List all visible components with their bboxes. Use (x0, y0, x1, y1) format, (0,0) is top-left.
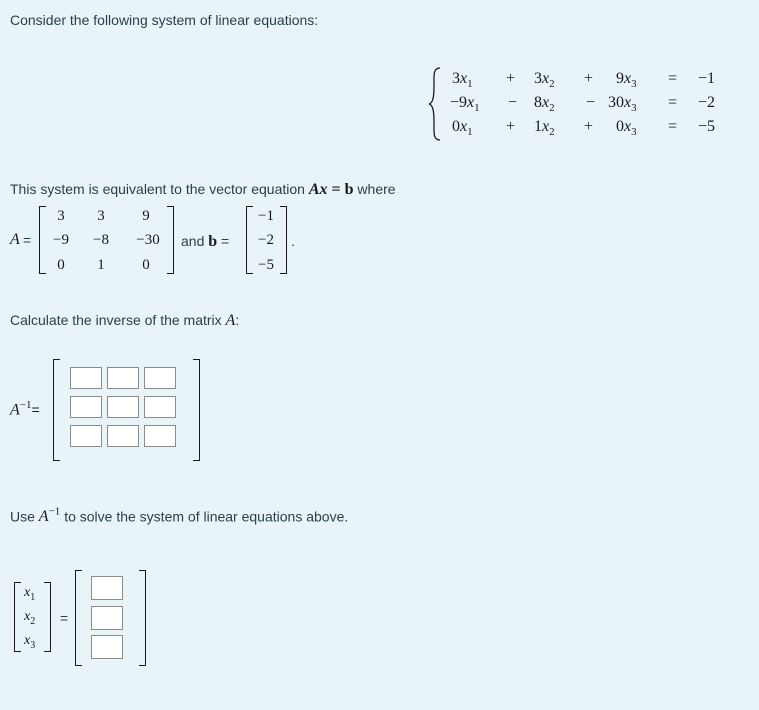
left-brace-icon (428, 67, 442, 141)
coef-r1-c1: $3x_1$ (452, 70, 473, 91)
solution-right-bracket (139, 570, 146, 666)
op-r3-2: + (584, 118, 594, 135)
inverse-input-r3-c2[interactable] (107, 425, 139, 447)
var-x3: $x_3$ (24, 633, 36, 651)
inverse-input-r1-c3[interactable] (144, 367, 176, 389)
b-r1: −1 (258, 208, 274, 224)
matrix-a-label: A (10, 231, 20, 248)
coef-r1-c2: $3x_2$ (534, 70, 555, 91)
a-r3-c2: 1 (97, 257, 105, 273)
solve-prompt: Use $A^{-1}$ to solve the system of linear equations above. (10, 506, 349, 526)
equivalence-text: This system is equivalent to the vector equation Ax = b where (10, 181, 396, 198)
a-r2-c2: −8 (93, 232, 109, 248)
and-b-text: and b = (181, 233, 230, 250)
a-r3-c1: 0 (57, 257, 65, 273)
a-r1-c3: 9 (142, 208, 150, 224)
solution-input-x3[interactable] (91, 635, 123, 659)
op-r2-2: − (586, 94, 596, 111)
inverse-input-r3-c1[interactable] (70, 425, 102, 447)
coef-r2-c2: $8x_2$ (534, 94, 555, 115)
vector-b-right-bracket (280, 206, 287, 274)
solution-input-x2[interactable] (91, 606, 123, 630)
coef-r2-c1: $-9x_1$ (450, 94, 480, 115)
inverse-input-r2-c1[interactable] (70, 396, 102, 418)
inverse-left-bracket (53, 359, 60, 461)
coef-r3-c2: $1x_2$ (534, 118, 555, 139)
inverse-input-r1-c1[interactable] (70, 367, 102, 389)
a-r1-c1: 3 (57, 208, 65, 224)
solution-input-x1[interactable] (91, 576, 123, 600)
a-r2-c3: −30 (136, 232, 160, 248)
solution-equals: = (60, 610, 69, 626)
coef-r2-c3: $30x_3$ (608, 94, 637, 115)
eq-r1: = (668, 70, 678, 87)
equation-system (428, 65, 728, 145)
op-r2-1: − (508, 94, 518, 111)
rhs-r3: −5 (698, 118, 716, 135)
a-r2-c1: −9 (53, 232, 69, 248)
matrix-a-right-bracket (167, 206, 174, 274)
op-r1-1: + (506, 70, 516, 87)
inverse-prompt: Calculate the inverse of the matrix A: (10, 312, 240, 329)
matrix-a-left-bracket (39, 206, 46, 274)
op-r3-1: + (506, 118, 516, 135)
intro-text: Consider the following system of linear equations: (10, 12, 319, 28)
eq-r2: = (668, 94, 678, 111)
vector-b-period: . (291, 233, 295, 249)
op-r1-2: + (584, 70, 594, 87)
matrix-a-equals: = (23, 232, 32, 248)
eq-r3: = (668, 118, 678, 135)
var-x2: $x_2$ (24, 609, 36, 627)
rhs-r1: −1 (698, 70, 716, 87)
coef-r3-c1: $0x_1$ (452, 118, 473, 139)
solution-left-bracket (75, 570, 82, 666)
var-x1: $x_1$ (24, 585, 36, 603)
inverse-right-bracket (193, 359, 200, 461)
b-r3: −5 (258, 257, 274, 273)
inverse-input-r3-c3[interactable] (144, 425, 176, 447)
x-vector-left-bracket (14, 582, 21, 652)
inverse-input-r1-c2[interactable] (107, 367, 139, 389)
inverse-label: $A^{-1}=$ (10, 399, 40, 419)
coef-r1-c3: $9x_3$ (616, 70, 637, 91)
a-r3-c3: 0 (142, 257, 150, 273)
rhs-r2: −2 (698, 94, 716, 111)
b-r2: −2 (258, 232, 274, 248)
inverse-input-r2-c3[interactable] (144, 396, 176, 418)
inverse-input-r2-c2[interactable] (107, 396, 139, 418)
x-vector-right-bracket (44, 582, 51, 652)
coef-r3-c3: $0x_3$ (616, 118, 637, 139)
a-r1-c2: 3 (97, 208, 105, 224)
